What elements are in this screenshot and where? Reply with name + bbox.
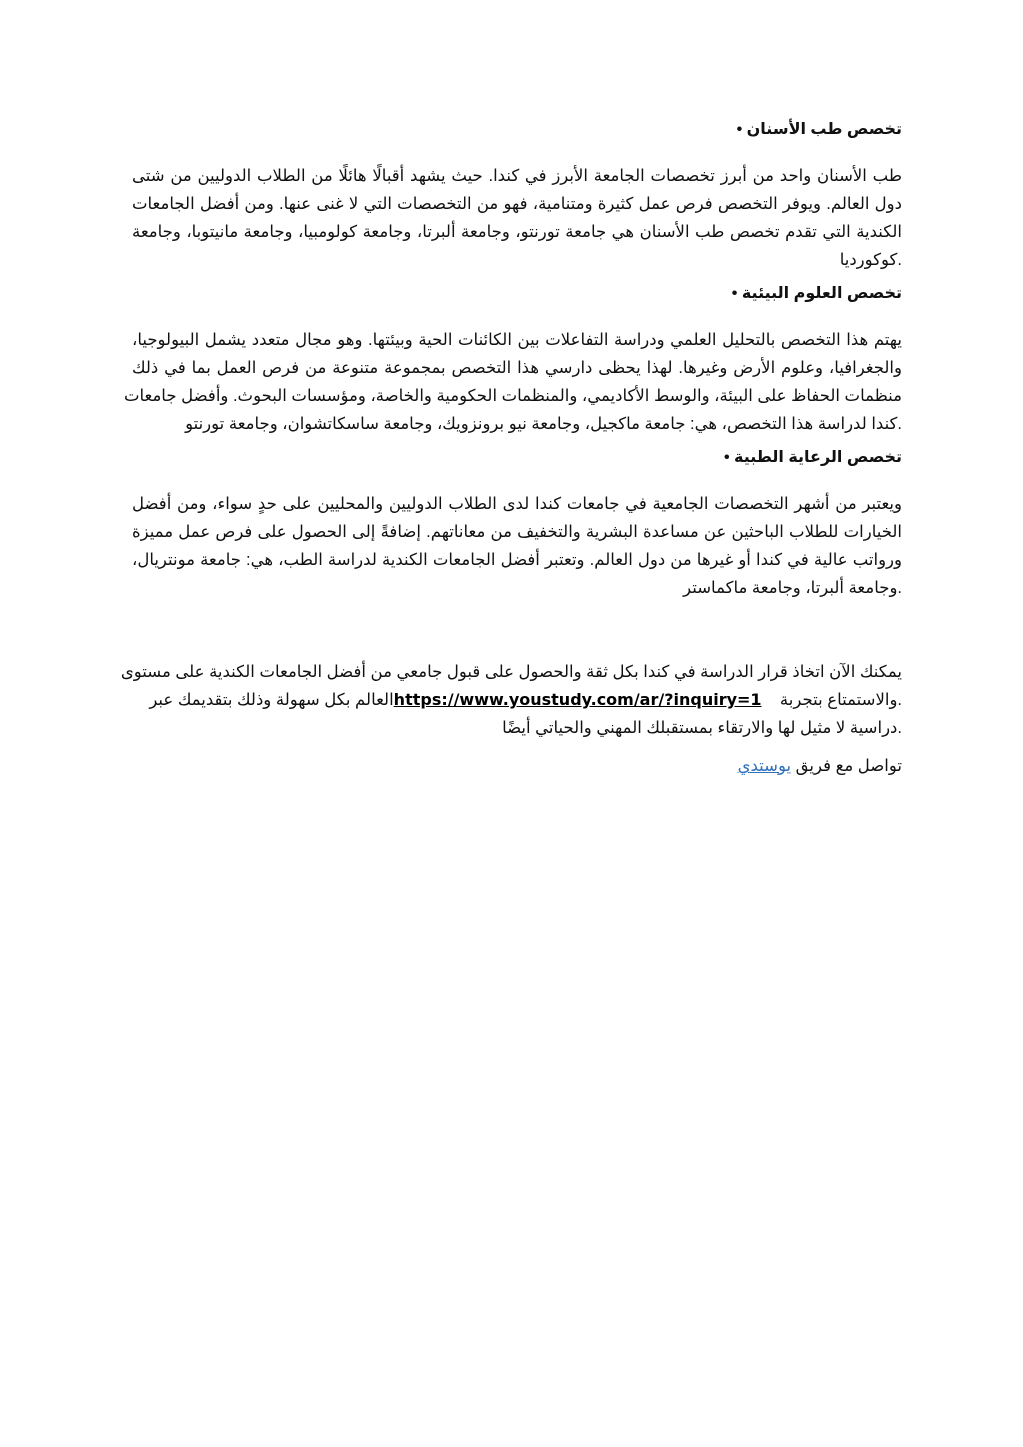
paragraph-line: طب الأسنان واحد من أبرز تخصصات الجامعة الأبرز في كندا. حيث يشهد أقبالًا هائلًا من الطلاب الدوليين من شتى — [132, 167, 902, 185]
paragraph-line: ويعتبر من أشهر التخصصات الجامعية في جامعات كندا لدى الطلاب الدوليين والمحليين على حدٍ سواء، ومن أفضل — [132, 495, 902, 513]
contact-text: تواصل مع فريق — [795, 757, 902, 775]
paragraph-line: يمكنك الآن اتخاذ قرار الدراسة في كندا بكل ثقة والحصول على قبول جامعي من أفضل الجامعات الكندية على مستوى — [120, 663, 902, 681]
paragraph-line: الكندية التي تقدم تخصص طب الأسنان هي جامعة تورنتو، وجامعة ألبرتا، وجامعة كولومبيا، وجامعة مانيتوبا، وجامعة — [132, 223, 902, 241]
paragraph-line: .دراسية لا مثيل لها والارتقاء بمستقبلك المهني والحياتي أيضًا — [502, 719, 902, 737]
paragraph-line: يهتم هذا التخصص بالتحليل العلمي ودراسة التفاعلات بين الكائنات الحية وبيئتها. وهو مجال متعدد يشمل البيولوجيا، — [132, 331, 902, 349]
paragraph-line: .كوكورديا — [839, 251, 902, 269]
section-heading-dentistry: تخصص طب الأسنان • — [736, 121, 902, 138]
document-page — [120, 118, 902, 780]
section-heading-medical-care: تخصص الرعاية الطبية • — [723, 449, 902, 466]
closing-text-after-link: .والاستمتاع بتجربة — [779, 691, 902, 709]
section-paragraph-dentistry — [132, 162, 902, 274]
section-heading-environmental-science: تخصص العلوم البيئية • — [731, 285, 902, 302]
paragraph-line: الخيارات للطلاب الباحثين عن مساعدة البشرية والتخفيف من معاناتهم. إضافةً إلى الحصول على فرص عمل مميزة — [132, 523, 902, 541]
section-paragraph-medical-care — [132, 490, 902, 602]
paragraph-line: ورواتب عالية في كندا أو غيرها من دول العالم. وتعتبر أفضل الجامعات الكندية لدراسة الطب، هي: جامعة مونتريال، — [132, 551, 902, 569]
contact-line — [132, 752, 902, 780]
paragraph-line: .كندا لدراسة هذا التخصص، هي: جامعة ماكجيل، وجامعة نيو برونزويك، وجامعة ساسكاتشوان، وجامعة تورنتو — [185, 415, 902, 433]
paragraph-line-with-link — [132, 686, 902, 714]
closing-paragraph — [120, 658, 902, 742]
inquiry-link[interactable]: https://www.youstudy.com/ar/?inquiry=1 — [393, 690, 762, 709]
section-paragraph-environmental-science — [123, 326, 902, 438]
paragraph-line: دول العالم. ويوفر التخصص فرص عمل كثيرة ومتنامية، فهو من التخصصات التي لا غنى عنها. ومن أفضل الجامعات — [132, 195, 902, 213]
paragraph-line: .وجامعة ألبرتا، وجامعة ماكماستر — [683, 579, 902, 597]
paragraph-line: منظمات الحفاظ على البيئة، والوسط الأكاديمي، والمنظمات الحكومية والخاصة، ومؤسسات البحوث. وأفضل جامعات — [123, 387, 902, 405]
contact-team-link[interactable]: يوستدي — [737, 757, 792, 775]
spacer — [132, 610, 902, 658]
paragraph-line: والجغرافيا، وعلوم الأرض وغيرها. لهذا يحظى دارسي هذا التخصص بمجموعة متنوعة من فرص العمل بما في ذلك — [132, 359, 902, 377]
closing-text-before-link: العالم بكل سهولة وذلك بتقديمك عبر — [149, 691, 394, 709]
